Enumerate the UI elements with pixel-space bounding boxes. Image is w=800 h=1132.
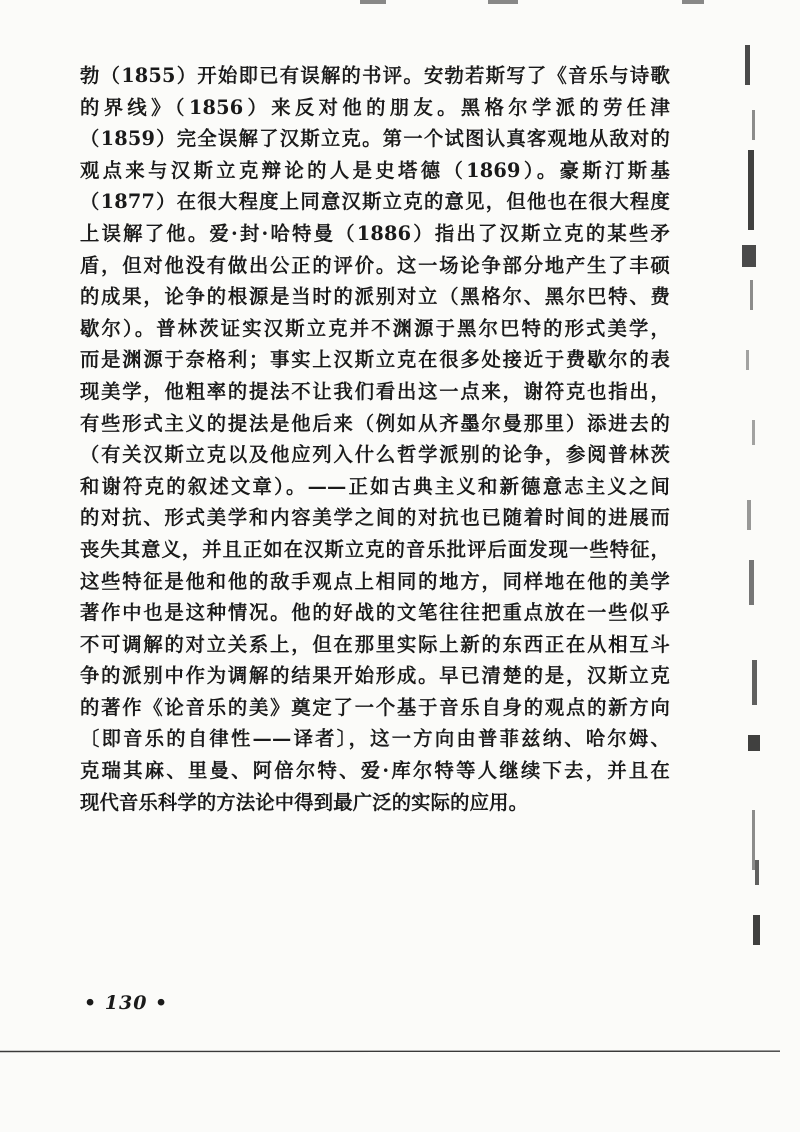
text-line: （有关汉斯立克以及他应列入什么哲学派别的论争，参阅普林茨 (80, 443, 670, 467)
text-line: 不可调解的对立关系上，但在那里实际上新的东西正在从相互斗 (80, 632, 670, 656)
text-line: 有些形式主义的提法是他后来（例如从齐墨尔曼那里）添进去的 (80, 411, 670, 435)
text-line: （1877）在很大程度上同意汉斯立克的意见，但他也在很大程度 (80, 190, 670, 214)
body-text (80, 60, 670, 818)
text-line: 观点来与汉斯立克辩论的人是史塔德（1869）。豪斯汀斯基 (80, 158, 670, 182)
text-line: 丧失其意义，并且正如在汉斯立克的音乐批评后面发现一些特征， (80, 537, 670, 561)
text-line: 勃（1855）开始即已有误解的书评。安勃若斯写了《音乐与诗歌 (80, 64, 670, 87)
text-line: 歇尔）。普林茨证实汉斯立克并不渊源于黑尔巴特的形式美学， (80, 316, 670, 340)
scan-mark (488, 0, 518, 4)
text-line: 克瑞其麻、里曼、阿倍尔特、爱·库尔特等人继续下去，并且在 (80, 759, 670, 783)
text-line: 这些特征是他和他的敌手观点上相同的地方，同样地在他的美学 (80, 569, 670, 593)
scan-mark (682, 0, 704, 4)
scan-right-edge-artifacts (740, 20, 800, 980)
text-line: 现代音乐科学的方法论中得到最广泛的实际的应用。 (80, 790, 529, 814)
page-number: • 130 • (84, 992, 169, 1014)
text-line: 上误解了他。爱·封·哈特曼（1886）指出了汉斯立克的某些矛 (80, 221, 670, 245)
scan-mark (360, 0, 386, 4)
text-line: 现美学，他粗率的提法不让我们看出这一点来，谢符克也指出， (80, 379, 670, 403)
text-line: 〔即音乐的自律性——译者〕，这一方向由普菲兹纳、哈尔姆、 (80, 727, 670, 751)
scan-top-edge (0, 0, 800, 20)
text-line: 的界线》（1856）来反对他的朋友。黑格尔学派的劳任津 (80, 95, 670, 119)
text-line: 的成果，论争的根源是当时的派别对立（黑格尔、黑尔巴特、费 (80, 285, 670, 309)
text-line: 的对抗、形式美学和内容美学之间的对抗也已随着时间的进展而 (80, 506, 670, 530)
text-line: 和谢符克的叙述文章）。——正如古典主义和新德意志主义之间 (80, 474, 670, 498)
text-line: 而是渊源于奈格利；事实上汉斯立克在很多处接近于费歇尔的表 (80, 348, 670, 372)
text-line: （1859）完全误解了汉斯立克。第一个试图认真客观地从敌对的 (80, 127, 670, 151)
text-line: 的著作《论音乐的美》奠定了一个基于音乐自身的观点的新方向 (80, 695, 670, 719)
text-line: 盾，但对他没有做出公正的评价。这一场论争部分地产生了丰硕 (80, 253, 670, 277)
text-line: 争的派别中作为调解的结果开始形成。早已清楚的是，汉斯立克 (80, 664, 670, 688)
text-line: 著作中也是这种情况。他的好战的文笔往往把重点放在一些似乎 (80, 601, 670, 625)
bottom-edge-line (0, 1050, 780, 1053)
